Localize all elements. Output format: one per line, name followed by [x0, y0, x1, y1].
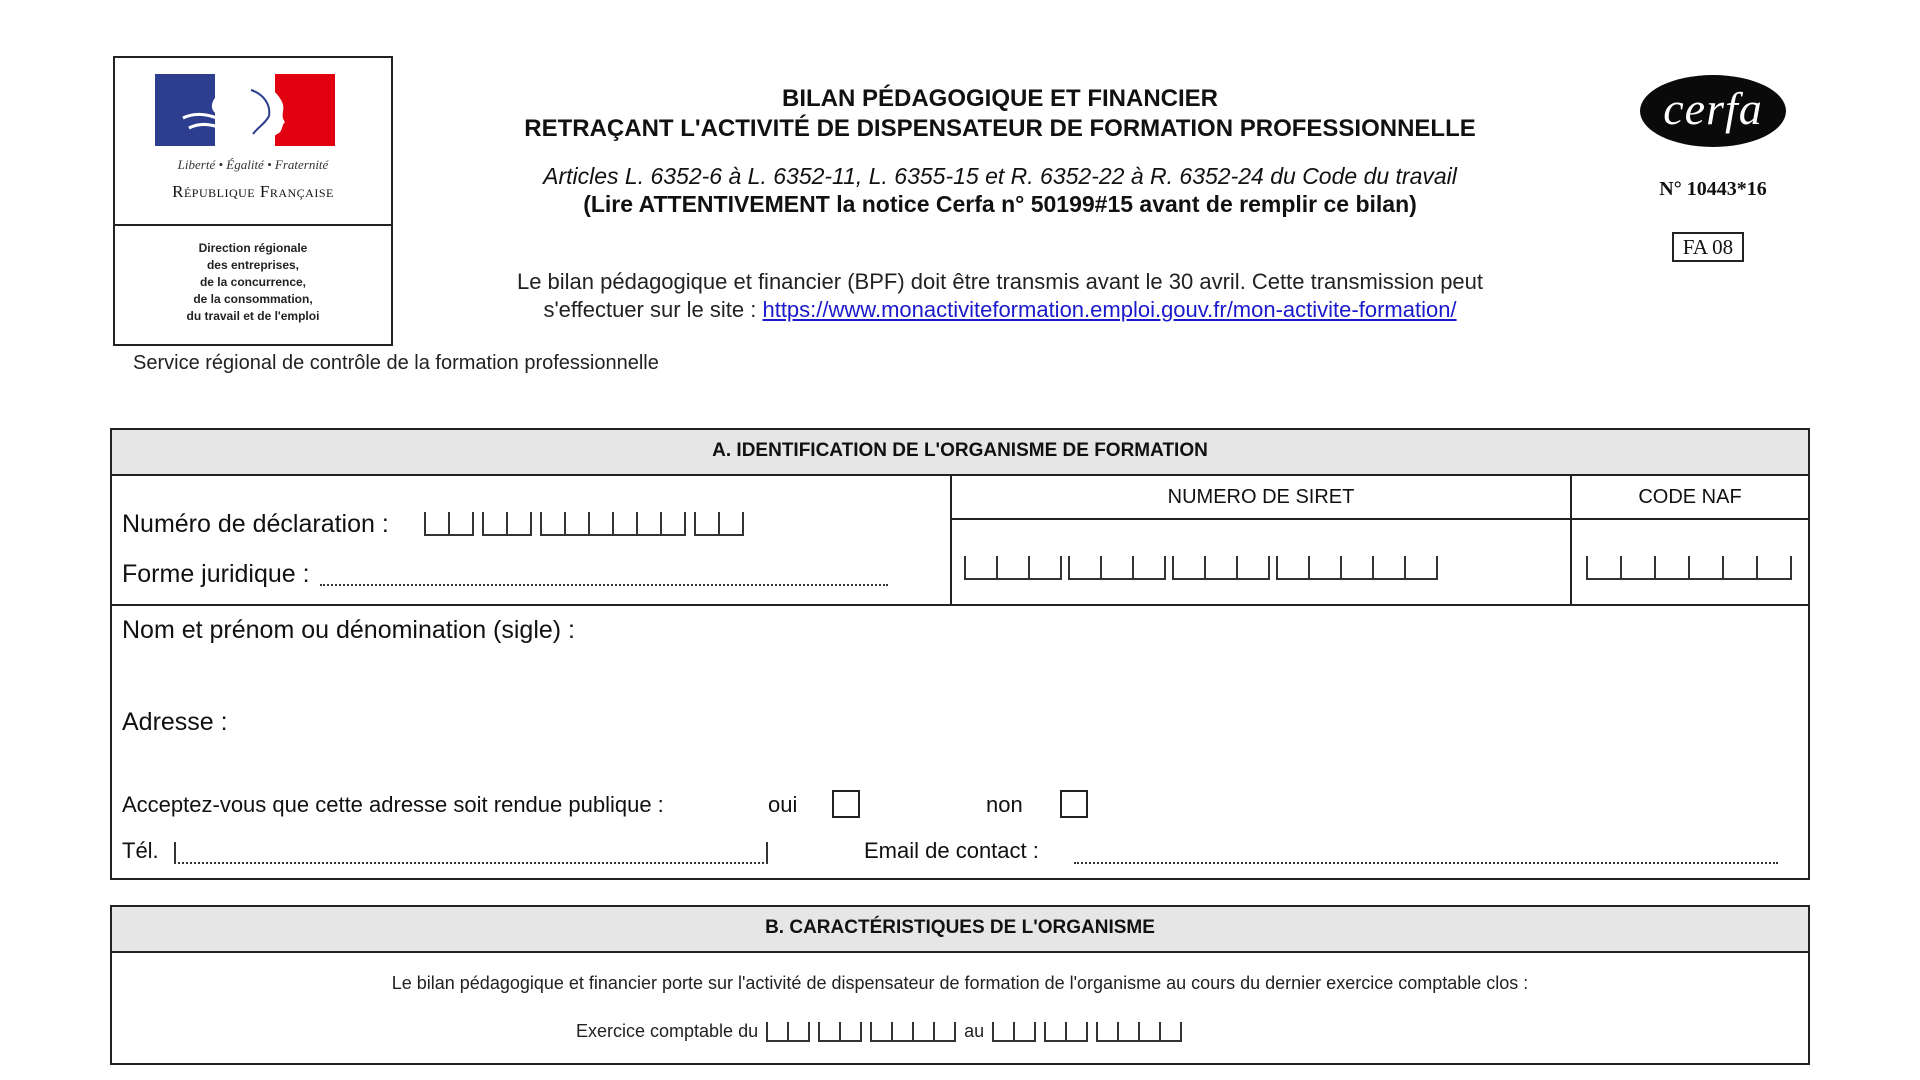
au-label: au — [964, 1021, 985, 1041]
forme-juridique-field[interactable] — [320, 584, 888, 586]
form-title-line2: RETRAÇANT L'ACTIVITÉ DE DISPENSATEUR DE FORMATION PROFESSIONNELLE — [524, 115, 1476, 142]
siret-number-field[interactable] — [964, 556, 1438, 580]
service-regional-label: Service régional de contrôle de la formation professionnelle — [133, 352, 659, 374]
tel-label: Tél. — [122, 838, 159, 863]
siret-group-1[interactable] — [964, 556, 1062, 580]
direction-line: de la concurrence, — [199, 275, 307, 289]
direction-line: de la consommation, — [193, 292, 313, 306]
notice-warning: (Lire ATTENTIVEMENT la notice Cerfa n° 50199#15 avant de remplir ce bilan) — [583, 191, 1417, 217]
direction-regionale-text — [115, 240, 391, 325]
exercice-start-year[interactable] — [870, 1022, 956, 1042]
exercice-start-day[interactable] — [766, 1022, 810, 1042]
exercice-end-year[interactable] — [1096, 1022, 1182, 1042]
republique-francaise-label: République Française — [172, 182, 334, 201]
non-label: non — [986, 792, 1023, 817]
declaration-cell — [112, 476, 952, 604]
form-title-block — [470, 84, 1530, 218]
declaration-number-field[interactable] — [424, 512, 744, 536]
intro-line1: Le bilan pédagogique et financier (BPF) doit être transmis avant le 30 avril. Cette transmission peut — [516, 269, 1484, 294]
republique-logo-block — [113, 56, 393, 346]
declaration-group-2[interactable] — [482, 512, 532, 536]
exercice-label: Exercice comptable du — [576, 1021, 759, 1041]
siret-header: NUMERO DE SIRET — [952, 476, 1570, 520]
siret-group-2[interactable] — [1068, 556, 1166, 580]
declaration-group-4[interactable] — [694, 512, 744, 536]
exercice-start-month[interactable] — [818, 1022, 862, 1042]
section-b-caracteristiques — [110, 905, 1810, 1065]
forme-juridique-label: Forme juridique : — [122, 560, 310, 588]
email-field[interactable] — [1074, 862, 1778, 864]
email-label: Email de contact : — [864, 838, 1039, 863]
siret-cell — [952, 476, 1572, 604]
marianne-flag-icon — [155, 74, 335, 146]
naf-cell — [1572, 476, 1808, 604]
mon-activite-formation-link[interactable]: https://www.monactiviteformation.emploi.gouv.fr/mon-activite-formation/ — [762, 297, 1457, 322]
section-a-title: A. IDENTIFICATION DE L'ORGANISME DE FORMATION — [112, 430, 1808, 476]
exercice-end-month[interactable] — [1044, 1022, 1088, 1042]
section-a-contact-area — [112, 606, 1808, 882]
section-b-description: Le bilan pédagogique et financier porte sur l'activité de dispensateur de formation de l'organisme au cours du dernier exercice comptable clos : — [391, 973, 1529, 993]
naf-code-field[interactable] — [1586, 556, 1792, 580]
form-code-badge: FA 08 — [1672, 232, 1744, 262]
section-b-title: B. CARACTÉRISTIQUES DE L'ORGANISME — [112, 907, 1808, 953]
non-checkbox[interactable] — [1060, 790, 1088, 818]
nom-label: Nom et prénom ou dénomination (sigle) : — [122, 616, 576, 644]
form-title-line1: BILAN PÉDAGOGIQUE ET FINANCIER — [781, 85, 1219, 112]
oui-label: oui — [768, 792, 798, 817]
exercice-end-day[interactable] — [992, 1022, 1036, 1042]
direction-line: Direction régionale — [198, 241, 308, 255]
tel-field[interactable] — [174, 842, 768, 864]
section-a-identifiers-row — [112, 476, 1808, 606]
cerfa-number: N° 10443*16 — [1659, 178, 1767, 200]
exercice-comptable-row — [576, 1021, 1182, 1042]
oui-checkbox[interactable] — [832, 790, 860, 818]
naf-group[interactable] — [1586, 556, 1792, 580]
republique-motto: Liberté • Égalité • Fraternité — [177, 157, 329, 172]
marianne-logo — [115, 58, 391, 226]
declaration-group-3[interactable] — [540, 512, 686, 536]
cerfa-logo: cerfa — [1640, 75, 1786, 147]
siret-group-3[interactable] — [1172, 556, 1270, 580]
intro-text — [470, 268, 1530, 324]
siret-group-4[interactable] — [1276, 556, 1438, 580]
adresse-publique-label: Acceptez-vous que cette adresse soit rendue publique : — [122, 792, 664, 817]
declaration-label: Numéro de déclaration : — [122, 510, 389, 538]
section-a-identification — [110, 428, 1810, 880]
declaration-group-1[interactable] — [424, 512, 474, 536]
direction-line: des entreprises, — [206, 258, 300, 272]
adresse-label: Adresse : — [122, 708, 228, 736]
intro-line2-prefix: s'effectuer sur le site : — [543, 297, 763, 322]
intro-line2 — [470, 296, 1530, 324]
naf-header: CODE NAF — [1572, 476, 1808, 520]
direction-line: du travail et de l'emploi — [186, 309, 320, 323]
legal-articles: Articles L. 6352-6 à L. 6352-11, L. 6355-15 et R. 6352-22 à R. 6352-24 du Code du travail — [543, 163, 1457, 189]
